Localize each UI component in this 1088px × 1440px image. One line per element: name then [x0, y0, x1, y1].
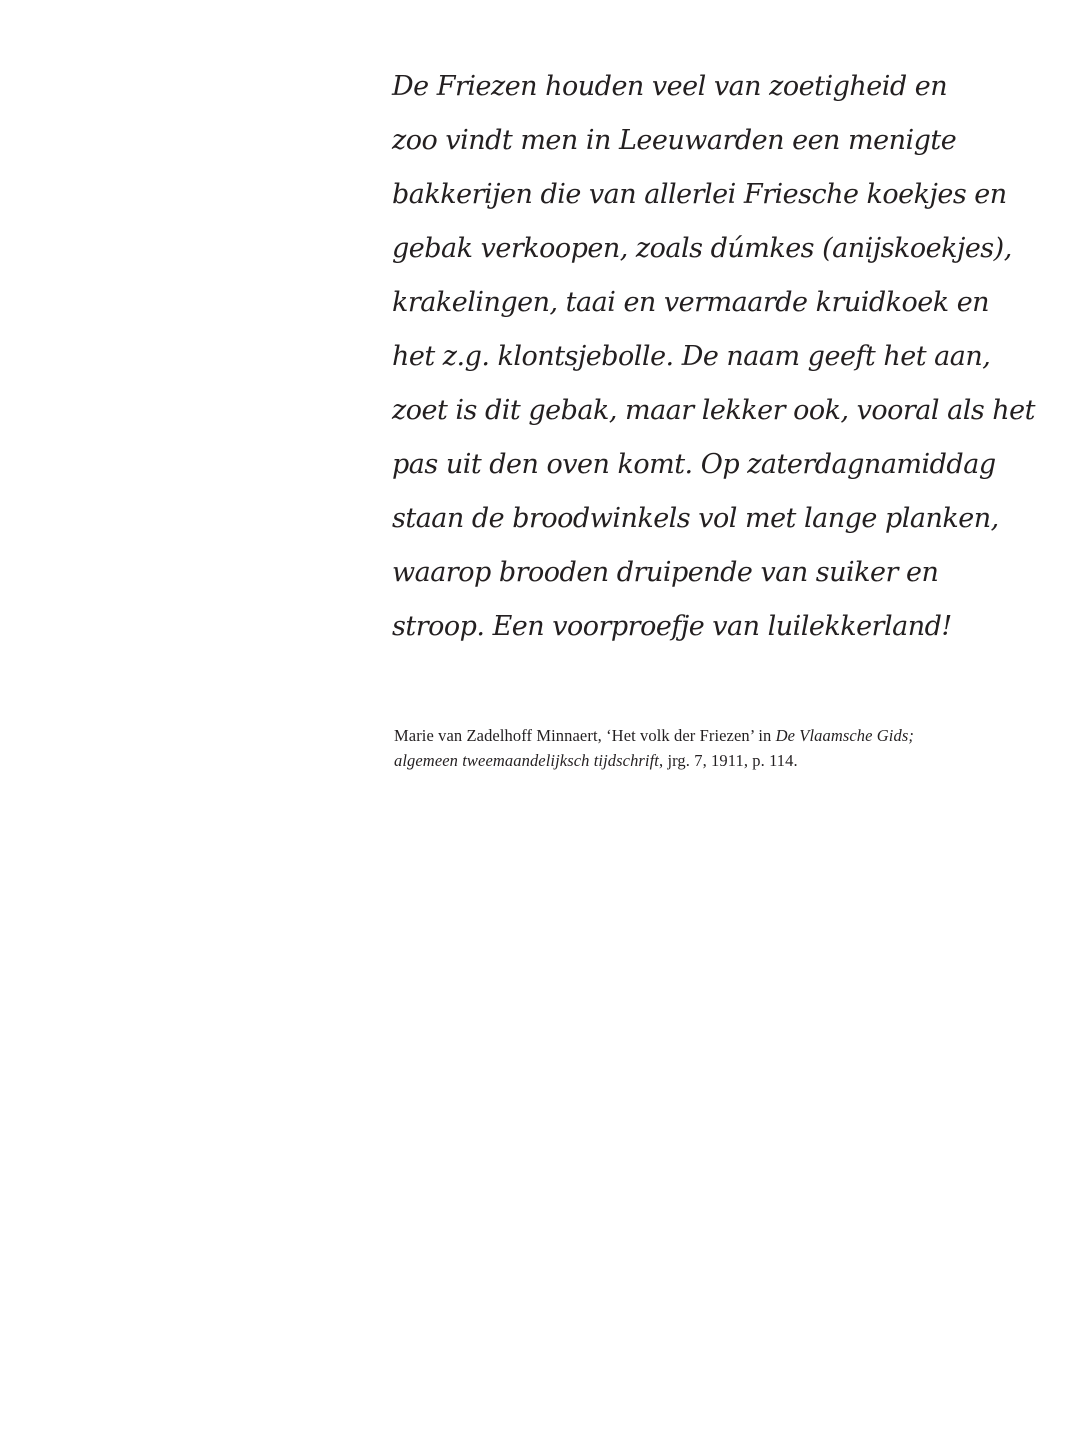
quote-line: zoet is dit gebak, maar lekker ook, vooral als het: [392, 395, 1035, 426]
quote-line: pas uit den oven komt. Op zaterdagnamiddag: [392, 449, 996, 480]
citation-author: Marie van Zadelhoff Minnaert,: [394, 726, 607, 745]
quote-line: staan de broodwinkels vol met lange planken,: [392, 503, 999, 534]
quote-line: krakelingen, taai en vermaarde kruidkoek en: [392, 287, 990, 318]
quote-line: zoo vindt men in Leeuwarden een menigte: [392, 125, 957, 156]
citation-journal-subtitle: algemeen tweemaandelijksch tijdschrift: [394, 750, 659, 770]
citation-details: , jrg. 7, 1911, p. 114.: [659, 750, 798, 770]
quote-line: gebak verkoopen, zoals dúmkes (anijskoekjes),: [392, 233, 1012, 264]
quote-line: waarop brooden druipende van suiker en: [392, 557, 939, 588]
quote-block: [392, 60, 1072, 654]
quote-line: bakkerijen die van allerlei Friesche koekjes en: [392, 179, 1007, 210]
quote-line: het z.g. klontsjebolle. De naam geeft het aan,: [392, 341, 991, 372]
citation-journal: De Vlaamsche Gids;: [775, 726, 914, 745]
citation-article-title: ‘Het volk der Friezen’ in: [606, 726, 776, 745]
quote-line: De Friezen houden veel van zoetigheid en: [392, 71, 948, 102]
quote-line: stroop. Een voorproefje van luilekkerland!: [392, 611, 952, 642]
citation-line-1: [394, 724, 1054, 749]
citation: [394, 724, 1054, 773]
citation-line-2: [394, 749, 1054, 774]
